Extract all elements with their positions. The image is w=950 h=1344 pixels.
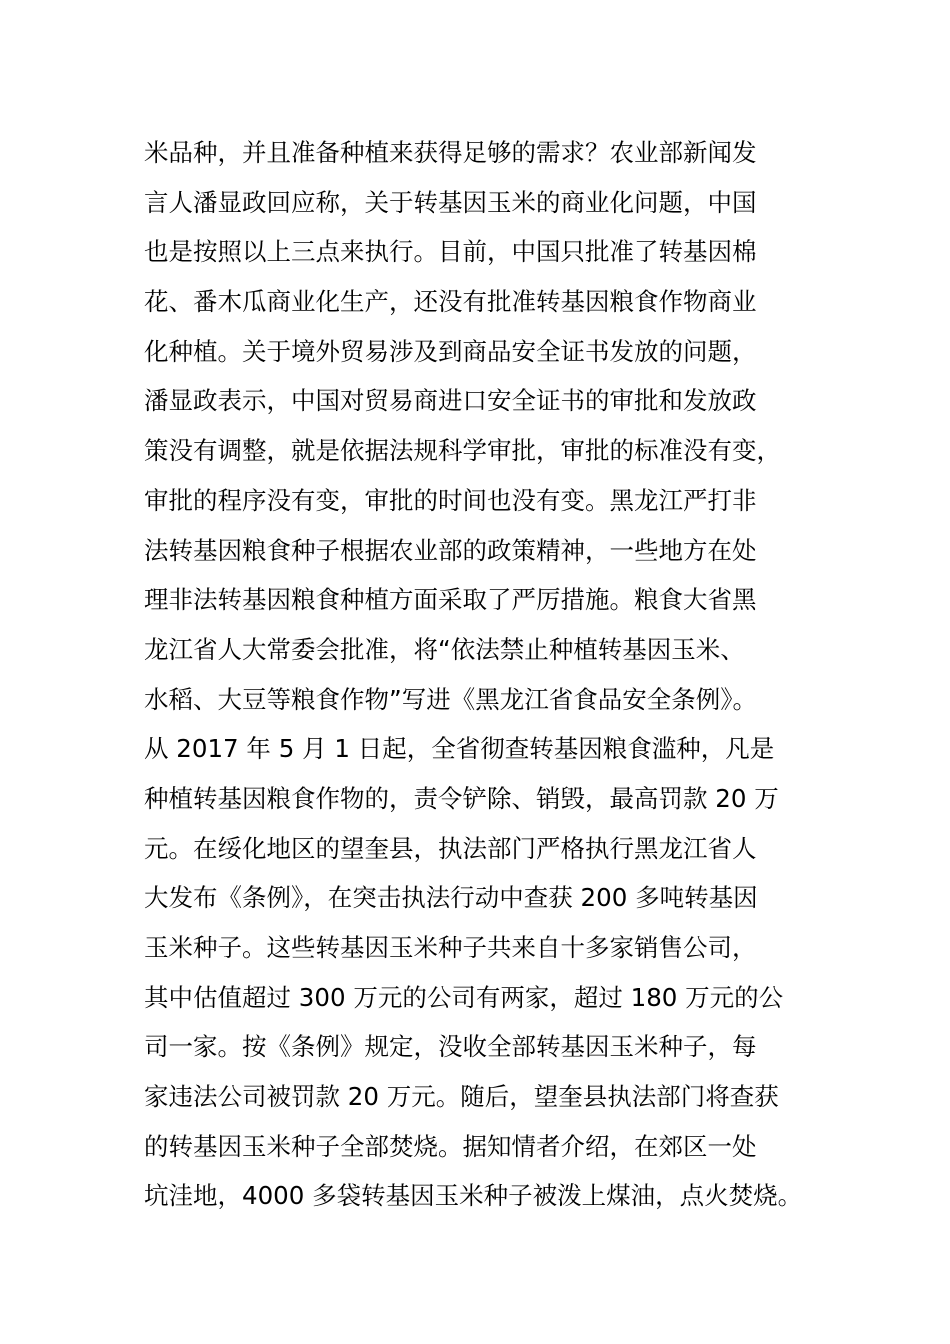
text-line: 潘显政表示，中国对贸易商进口安全证书的审批和发放政 (144, 386, 757, 416)
text-line: 元。在绥化地区的望奎县，执法部门严格执行黑龙江省人 (144, 833, 757, 863)
text-line: 其中估值超过 300 万元的公司有两家，超过 180 万元的公 (144, 982, 784, 1012)
text-line: 大发布《条例》，在突击执法行动中查获 200 多吨转基因 (144, 883, 758, 913)
text-line: 司一家。按《条例》规定，没收全部转基因玉米种子，每 (144, 1032, 757, 1062)
text-line: 的转基因玉米种子全部焚烧。据知情者介绍，在郊区一处 (144, 1131, 757, 1161)
text-line: 种植转基因粮食作物的，责令铲除、销毁，最高罚款 20 万 (144, 783, 779, 813)
text-line: 化种植。关于境外贸易涉及到商品安全证书发放的问题， (144, 336, 757, 366)
text-line: 坑洼地，4000 多袋转基因玉米种子被泼上煤油，点火焚烧。 (144, 1181, 803, 1211)
text-line: 言人潘显政回应称，关于转基因玉米的商业化问题，中国 (144, 187, 757, 217)
text-line: 法转基因粮食种子根据农业部的政策精神，一些地方在处 (144, 535, 757, 565)
body-text (144, 128, 834, 1221)
text-line: 从 2017 年 5 月 1 日起，全省彻查转基因粮食滥种，凡是 (144, 734, 775, 764)
text-line: 家违法公司被罚款 20 万元。随后，望奎县执法部门将查获 (144, 1082, 779, 1112)
text-line: 花、番木瓜商业化生产，还没有批准转基因粮食作物商业 (144, 287, 757, 317)
text-line: 审批的程序没有变，审批的时间也没有变。黑龙江严打非 (144, 485, 757, 515)
text-line: 水稻、大豆等粮食作物”写进《黑龙江省食品安全条例》。 (144, 684, 757, 714)
text-line: 龙江省人大常委会批准，将“依法禁止种植转基因玉米、 (144, 634, 745, 664)
text-line: 也是按照以上三点来执行。目前，中国只批准了转基因棉 (144, 237, 757, 267)
text-line: 策没有调整，就是依据法规科学审批，审批的标准没有变， (144, 436, 781, 466)
text-line: 理非法转基因粮食种植方面采取了严厉措施。粮食大省黑 (144, 585, 757, 615)
text-line: 米品种，并且准备种植来获得足够的需求？农业部新闻发 (144, 138, 757, 167)
text-line: 玉米种子。这些转基因玉米种子共来自十多家销售公司， (144, 933, 757, 962)
